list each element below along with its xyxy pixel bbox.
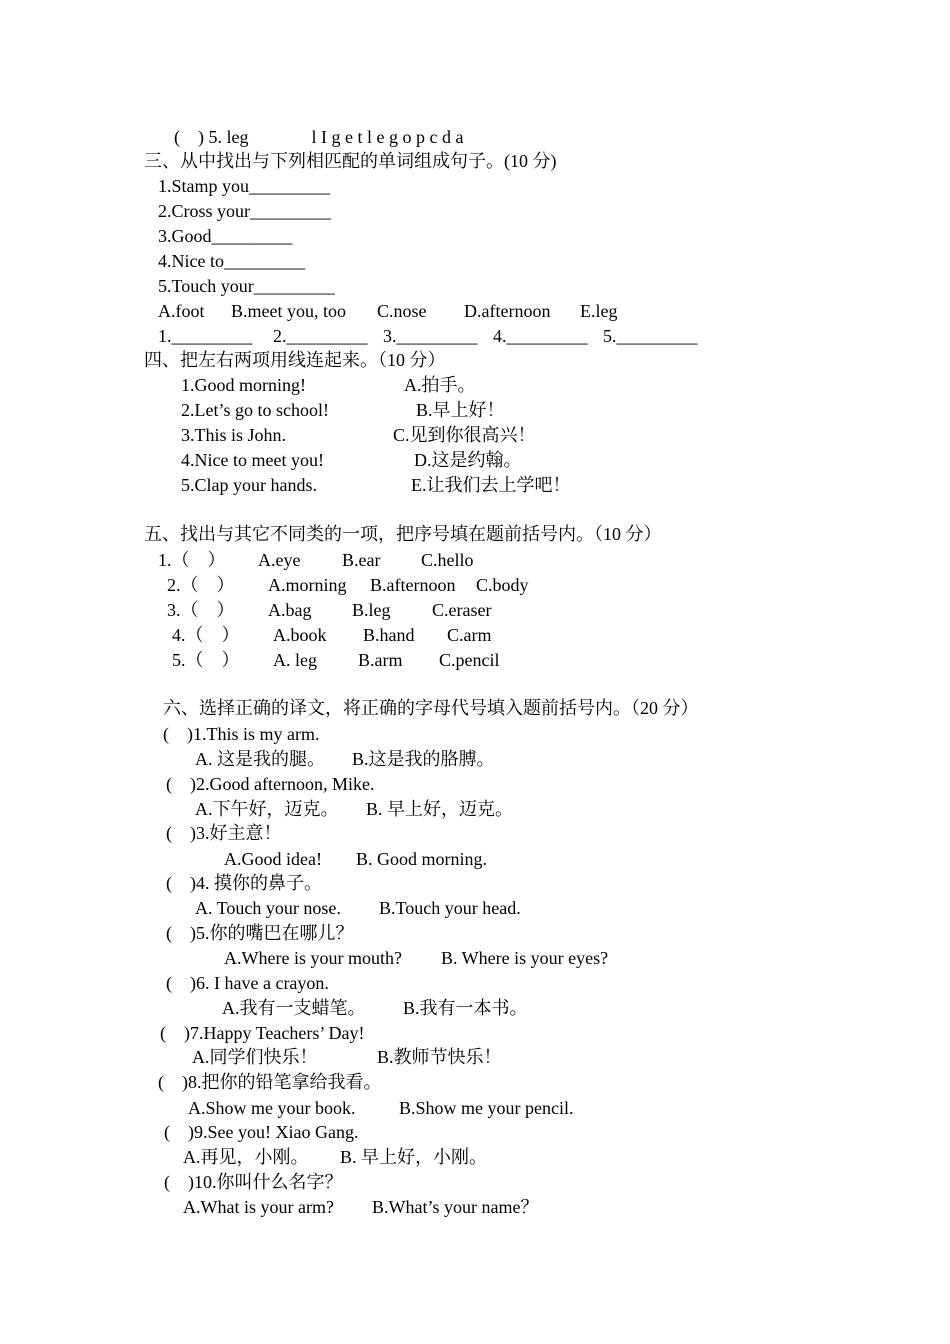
s6-q4-b: B.Touch your head. — [379, 898, 521, 918]
s5-row-1-a: A.eye — [258, 550, 301, 570]
s5-row-1-c: C.hello — [421, 550, 474, 570]
s6-q3: ( )3.好主意！ — [166, 823, 282, 843]
s3-answer-1: 1._________ — [158, 326, 253, 346]
s3-option-e: E.leg — [580, 301, 618, 321]
s6-q10: ( )10.你叫什么名字？ — [164, 1172, 343, 1192]
s5-row-5-num: 5.（ ） — [172, 650, 240, 670]
s6-q5-a: A.Where is your mouth? — [224, 948, 402, 968]
s4-right-c: C.见到你很高兴！ — [393, 425, 536, 445]
s6-q3-a: A.Good idea! — [224, 849, 322, 869]
s6-q2-a: A.下午好，迈克。 — [195, 799, 339, 819]
s6-q8-a: A.Show me your book. — [188, 1098, 356, 1118]
s6-q2: ( )2.Good afternoon, Mike. — [166, 774, 375, 794]
s6-q9-a: A.再见，小刚。 — [183, 1147, 309, 1167]
s3-answer-3: 3._________ — [383, 326, 478, 346]
s3-answer-2: 2._________ — [273, 326, 368, 346]
s5-row-2-c: C.body — [476, 575, 529, 595]
s5-row-3-a: A.bag — [268, 600, 312, 620]
s4-left-4: 4.Nice to meet you! — [181, 450, 324, 470]
s6-q9: ( )9.See you! Xiao Gang. — [164, 1122, 359, 1142]
s6-q8-b: B.Show me your pencil. — [399, 1098, 574, 1118]
section-3-heading: 三、从中找出与下列相匹配的单词组成句子。(10 分) — [144, 151, 557, 171]
s6-q1: ( )1.This is my arm. — [163, 724, 320, 744]
s4-left-3: 3.This is John. — [181, 425, 287, 445]
question-5-leg: ( ) 5. leg l I g e t l e g o p c d a — [174, 127, 464, 147]
s5-row-1-b: B.ear — [342, 550, 381, 570]
s4-right-b: B.早上好！ — [416, 400, 505, 420]
s6-q10-b: B.What’s your name？ — [372, 1197, 539, 1217]
s6-q1-a: A. 这是我的腿。 — [195, 749, 325, 769]
s3-answer-4: 4._________ — [493, 326, 588, 346]
s6-q9-b: B. 早上好，小刚。 — [340, 1147, 488, 1167]
s5-row-5-b: B.arm — [358, 650, 403, 670]
s3-item-4: 4.Nice to_________ — [158, 251, 305, 271]
s5-row-2-b: B.afternoon — [370, 575, 456, 595]
s4-left-1: 1.Good morning! — [181, 375, 306, 395]
s3-item-5: 5.Touch your_________ — [158, 276, 335, 296]
s6-q6-b: B.我有一本书。 — [403, 998, 528, 1018]
section-6-heading: 六、选择正确的译文，将正确的字母代号填入题前括号内。（20 分） — [163, 698, 699, 718]
s4-left-2: 2.Let’s go to school! — [181, 400, 329, 420]
s5-row-4-c: C.arm — [447, 625, 492, 645]
s4-right-d: D.这是约翰。 — [414, 450, 522, 470]
s6-q10-a: A.What is your arm? — [183, 1197, 334, 1217]
s6-q3-b: B. Good morning. — [356, 849, 488, 869]
s6-q8: ( )8.把你的铅笔拿给我看。 — [158, 1072, 382, 1092]
s6-q5-b: B. Where is your eyes? — [441, 948, 609, 968]
s6-q7: ( )7.Happy Teachers’ Day! — [160, 1023, 365, 1043]
s3-option-a: A.foot — [158, 301, 205, 321]
s5-row-5-c: C.pencil — [439, 650, 500, 670]
s4-left-5: 5.Clap your hands. — [181, 475, 317, 495]
s6-q1-b: B.这是我的胳膊。 — [352, 749, 495, 769]
s5-row-4-b: B.hand — [363, 625, 415, 645]
s6-q5: ( )5.你的嘴巴在哪儿？ — [166, 923, 354, 943]
s5-row-3-b: B.leg — [352, 600, 391, 620]
s6-q7-b: B.教师节快乐！ — [377, 1047, 502, 1067]
s5-row-1-num: 1.（ ） — [158, 550, 226, 570]
s3-item-1: 1.Stamp you_________ — [158, 176, 331, 196]
s5-row-3-c: C.eraser — [432, 600, 492, 620]
s3-answer-5: 5._________ — [603, 326, 698, 346]
s6-q6: ( )6. I have a crayon. — [166, 973, 329, 993]
s6-q7-a: A.同学们快乐！ — [192, 1047, 318, 1067]
s4-right-e: E.让我们去上学吧！ — [411, 475, 571, 495]
s5-row-2-a: A.morning — [268, 575, 347, 595]
s3-item-2: 2.Cross your_________ — [158, 201, 332, 221]
section-4-heading: 四、把左右两项用线连起来。（10 分） — [144, 350, 446, 370]
s5-row-4-a: A.book — [273, 625, 327, 645]
s5-row-2-num: 2.（ ） — [167, 575, 235, 595]
section-5-heading: 五、找出与其它不同类的一项，把序号填在题前括号内。（10 分） — [144, 524, 662, 544]
s3-option-d: D.afternoon — [464, 301, 551, 321]
s6-q4-a: A. Touch your nose. — [195, 898, 341, 918]
s5-row-3-num: 3.（ ） — [167, 600, 235, 620]
s4-right-a: A.拍手。 — [404, 375, 476, 395]
s3-option-c: C.nose — [377, 301, 427, 321]
s6-q4: ( )4. 摸你的鼻子。 — [166, 873, 322, 893]
s3-option-b: B.meet you, too — [231, 301, 346, 321]
s6-q2-b: B. 早上好，迈克。 — [366, 799, 514, 819]
s6-q6-a: A.我有一支蜡笔。 — [222, 998, 366, 1018]
s5-row-4-num: 4.（ ） — [172, 625, 240, 645]
s5-row-5-a: A. leg — [273, 650, 317, 670]
s3-item-3: 3.Good_________ — [158, 226, 293, 246]
